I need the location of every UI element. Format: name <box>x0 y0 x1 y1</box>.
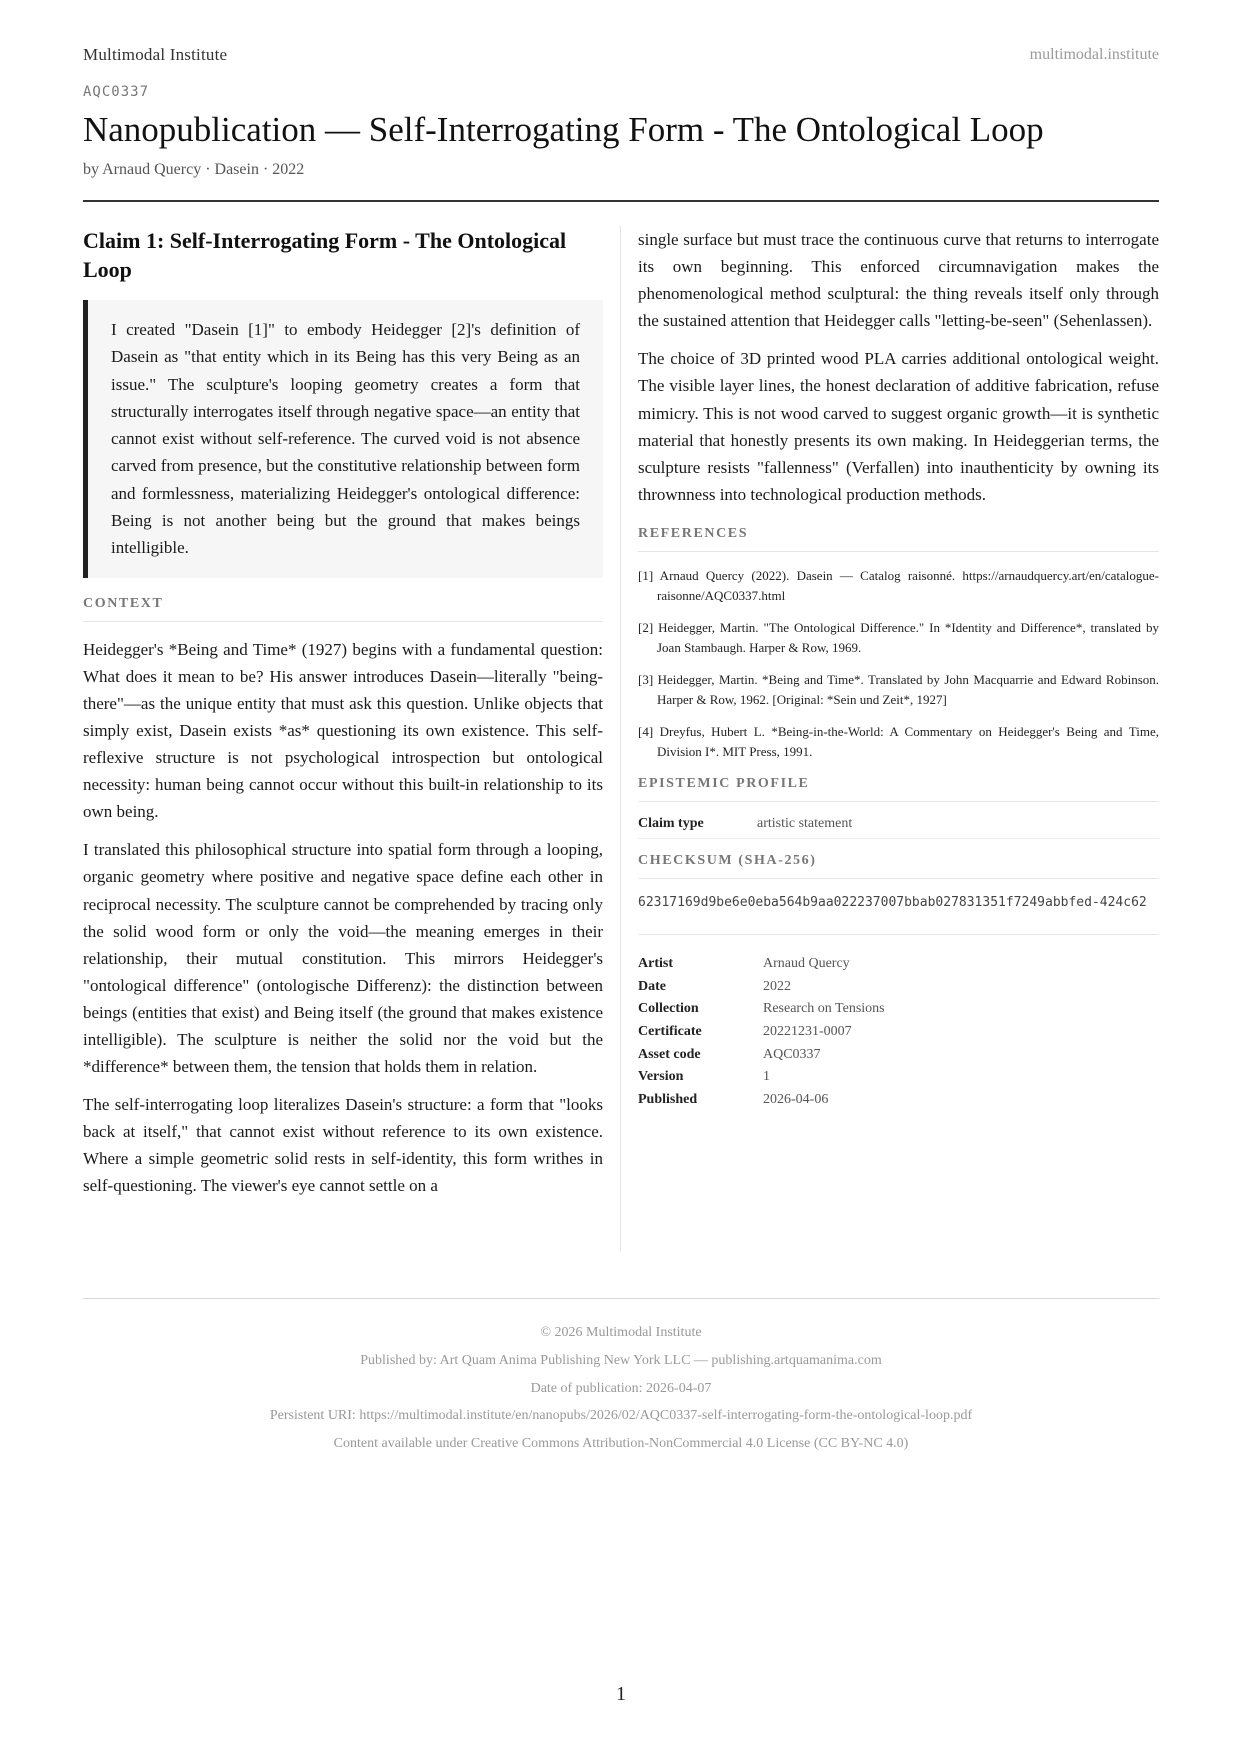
header-divider <box>83 200 1159 202</box>
metadata-table <box>638 953 1159 1112</box>
metadata-row <box>638 1044 1159 1067</box>
left-column <box>83 226 603 1211</box>
context-paragraph-3: The self-interrogating loop literalizes Dasein's structure: a form that "looks back at itself," that cannot exist without reference to its own existence. Where a simple geometric solid rests in self-identity, this form writhes in self-questioning. The viewer's eye cannot settle on a <box>83 1095 603 1196</box>
checksum-value: 62317169d9be6e0eba564b9aa022237007bbab027831351f7249abbfed-424c62 <box>638 893 1159 935</box>
footer <box>83 1298 1159 1458</box>
metadata-label: Collection <box>638 1001 699 1017</box>
context-paragraph-4: The choice of 3D printed wood PLA carries additional ontological weight. The visible layer lines, the honest declaration of additive fabrication, refuse mimicry. This is not wood carved to suggest organic growth—it is synthetic material that honestly presents its own making. In Heideggerian terms, the sculpture resists "fallenness" (Verfallen) into inauthenticity by owning its thrownness into technological production methods. <box>638 349 1159 504</box>
metadata-label: Published <box>638 1092 698 1108</box>
footer-persistent-uri[interactable]: Persistent URI: https://multimodal.institute/en/nanopubs/2026/02/AQC0337-self-interrogating-form-the-ontological-loop.pdf <box>269 1408 973 1424</box>
reference-item: [3] Heidegger, Martin. *Being and Time*. Translated by John Macquarrie and Edward Robinson. Harper & Row, 1962. [Original: *Sein und Zeit*, 1927] <box>638 671 1159 707</box>
metadata-value: Research on Tensions <box>763 1001 885 1017</box>
metadata-value: 2026-04-06 <box>763 1092 829 1108</box>
reference-item: [4] Dreyfus, Hubert L. *Being-in-the-World: A Commentary on Heidegger's Being and Time, Division I*. MIT Press, 1991. <box>638 723 1159 759</box>
claim-quote-text: I created "Dasein [1]" to embody Heidegger [2]'s definition of Dasein as "that entity which in its Being has this very Being as an issue." The sculpture's looping geometry creates a form that structurally interrogates itself through negative space—an entity that cannot exist without self-reference. The curved void is not absence carved from presence, but the constitutive relationship between form and formlessness, materializing Heidegger's ontological difference: Being is not another being but the ground that makes beings intelligible. <box>111 320 580 558</box>
page-number: 1 <box>616 1683 626 1705</box>
reference-item[interactable]: [1] Arnaud Quercy (2022). Dasein — Catalog raisonné. https://arnaudquercy.art/en/catalogue-raisonne/AQC0337.html <box>638 567 1159 603</box>
footer-license: Content available under Creative Commons Attribution-NonCommercial 4.0 License (CC BY-NC 4.0) <box>333 1436 909 1452</box>
metadata-row <box>638 953 1159 976</box>
metadata-label: Date <box>638 978 666 994</box>
metadata-value: Arnaud Quercy <box>763 955 850 971</box>
claim-type-row <box>638 816 1159 839</box>
site-link[interactable]: multimodal.institute <box>1029 46 1159 63</box>
metadata-row <box>638 1066 1159 1089</box>
metadata-row <box>638 1021 1159 1044</box>
claim-type-label: Claim type <box>638 815 704 831</box>
metadata-row <box>638 1089 1159 1112</box>
metadata-row <box>638 976 1159 999</box>
asset-code: AQC0337 <box>83 84 150 100</box>
footer-publisher: Published by: Art Quam Anima Publishing New York LLC — publishing.artquamanima.com <box>360 1352 882 1368</box>
metadata-row <box>638 998 1159 1021</box>
claim-title: Claim 1: Self-Interrogating Form - The Ontological Loop <box>83 228 567 282</box>
column-divider <box>620 226 621 1251</box>
metadata-value: 2022 <box>763 978 791 994</box>
metadata-value: 20221231-0007 <box>763 1024 852 1040</box>
metadata-value: AQC0337 <box>763 1046 821 1062</box>
byline: by Arnaud Quercy · Dasein · 2022 <box>83 161 305 178</box>
context-heading: CONTEXT <box>83 596 603 622</box>
footer-copyright: © 2026 Multimodal Institute <box>540 1325 702 1340</box>
page-title: Nanopublication — Self-Interrogating Form - The Ontological Loop <box>83 110 1044 149</box>
context-paragraph-3-continued: single surface but must trace the continuous curve that returns to interrogate its own beginning. This enforced circumnavigation makes the phenomenological method sculptural: the thing reveals itself only through the sustained attention that Heidegger calls "letting-be-seen" (Sehenlassen). <box>638 230 1159 331</box>
claim-quote <box>83 300 603 578</box>
reference-item: [2] Heidegger, Martin. "The Ontological Difference." In *Identity and Difference*, translated by Joan Stambaugh. Harper & Row, 1969. <box>638 619 1159 655</box>
footer-publication-date: Date of publication: 2026-04-07 <box>530 1380 712 1396</box>
metadata-value: 1 <box>763 1069 770 1085</box>
references-list <box>638 566 1159 762</box>
context-paragraph-1: Heidegger's *Being and Time* (1927) begins with a fundamental question: What does it mean to be? His answer introduces Dasein—literally "being-there"—as the unique entity that must ask this question. Unlike objects that simply exist, Dasein exists *as* questioning its own existence. This self-reflexive structure is not psychological introspection but ontological necessity: human being cannot occur without this built-in relationship to its own being. <box>83 639 603 822</box>
context-paragraph-2: I translated this philosophical structure into spatial form through a looping, organic geometry where positive and negative space define each other in reciprocal necessity. The sculpture cannot be comprehended by tracing only the solid wood form or only the void—the meaning emerges in their relationship, their mutual constitution. This mirrors Heidegger's "ontological difference" (ontologische Differenz): the distinction between beings (entities that exist) and Being itself (the ground that makes existence intelligible). The sculpture is neither the solid nor the void but the *difference* between them, the tension that holds them in relation. <box>83 840 603 1077</box>
epistemic-heading: EPISTEMIC PROFILE <box>638 776 1159 802</box>
institute-name: Multimodal Institute <box>83 45 228 64</box>
document-page <box>83 0 1159 1754</box>
right-column <box>638 226 1159 1112</box>
metadata-label: Version <box>638 1069 684 1085</box>
claim-type-value: artistic statement <box>757 815 853 831</box>
metadata-label: Asset code <box>638 1046 701 1062</box>
references-heading: REFERENCES <box>638 526 1159 552</box>
metadata-label: Certificate <box>638 1024 702 1040</box>
checksum-heading: CHECKSUM (SHA-256) <box>638 853 1159 879</box>
metadata-label: Artist <box>638 955 673 971</box>
